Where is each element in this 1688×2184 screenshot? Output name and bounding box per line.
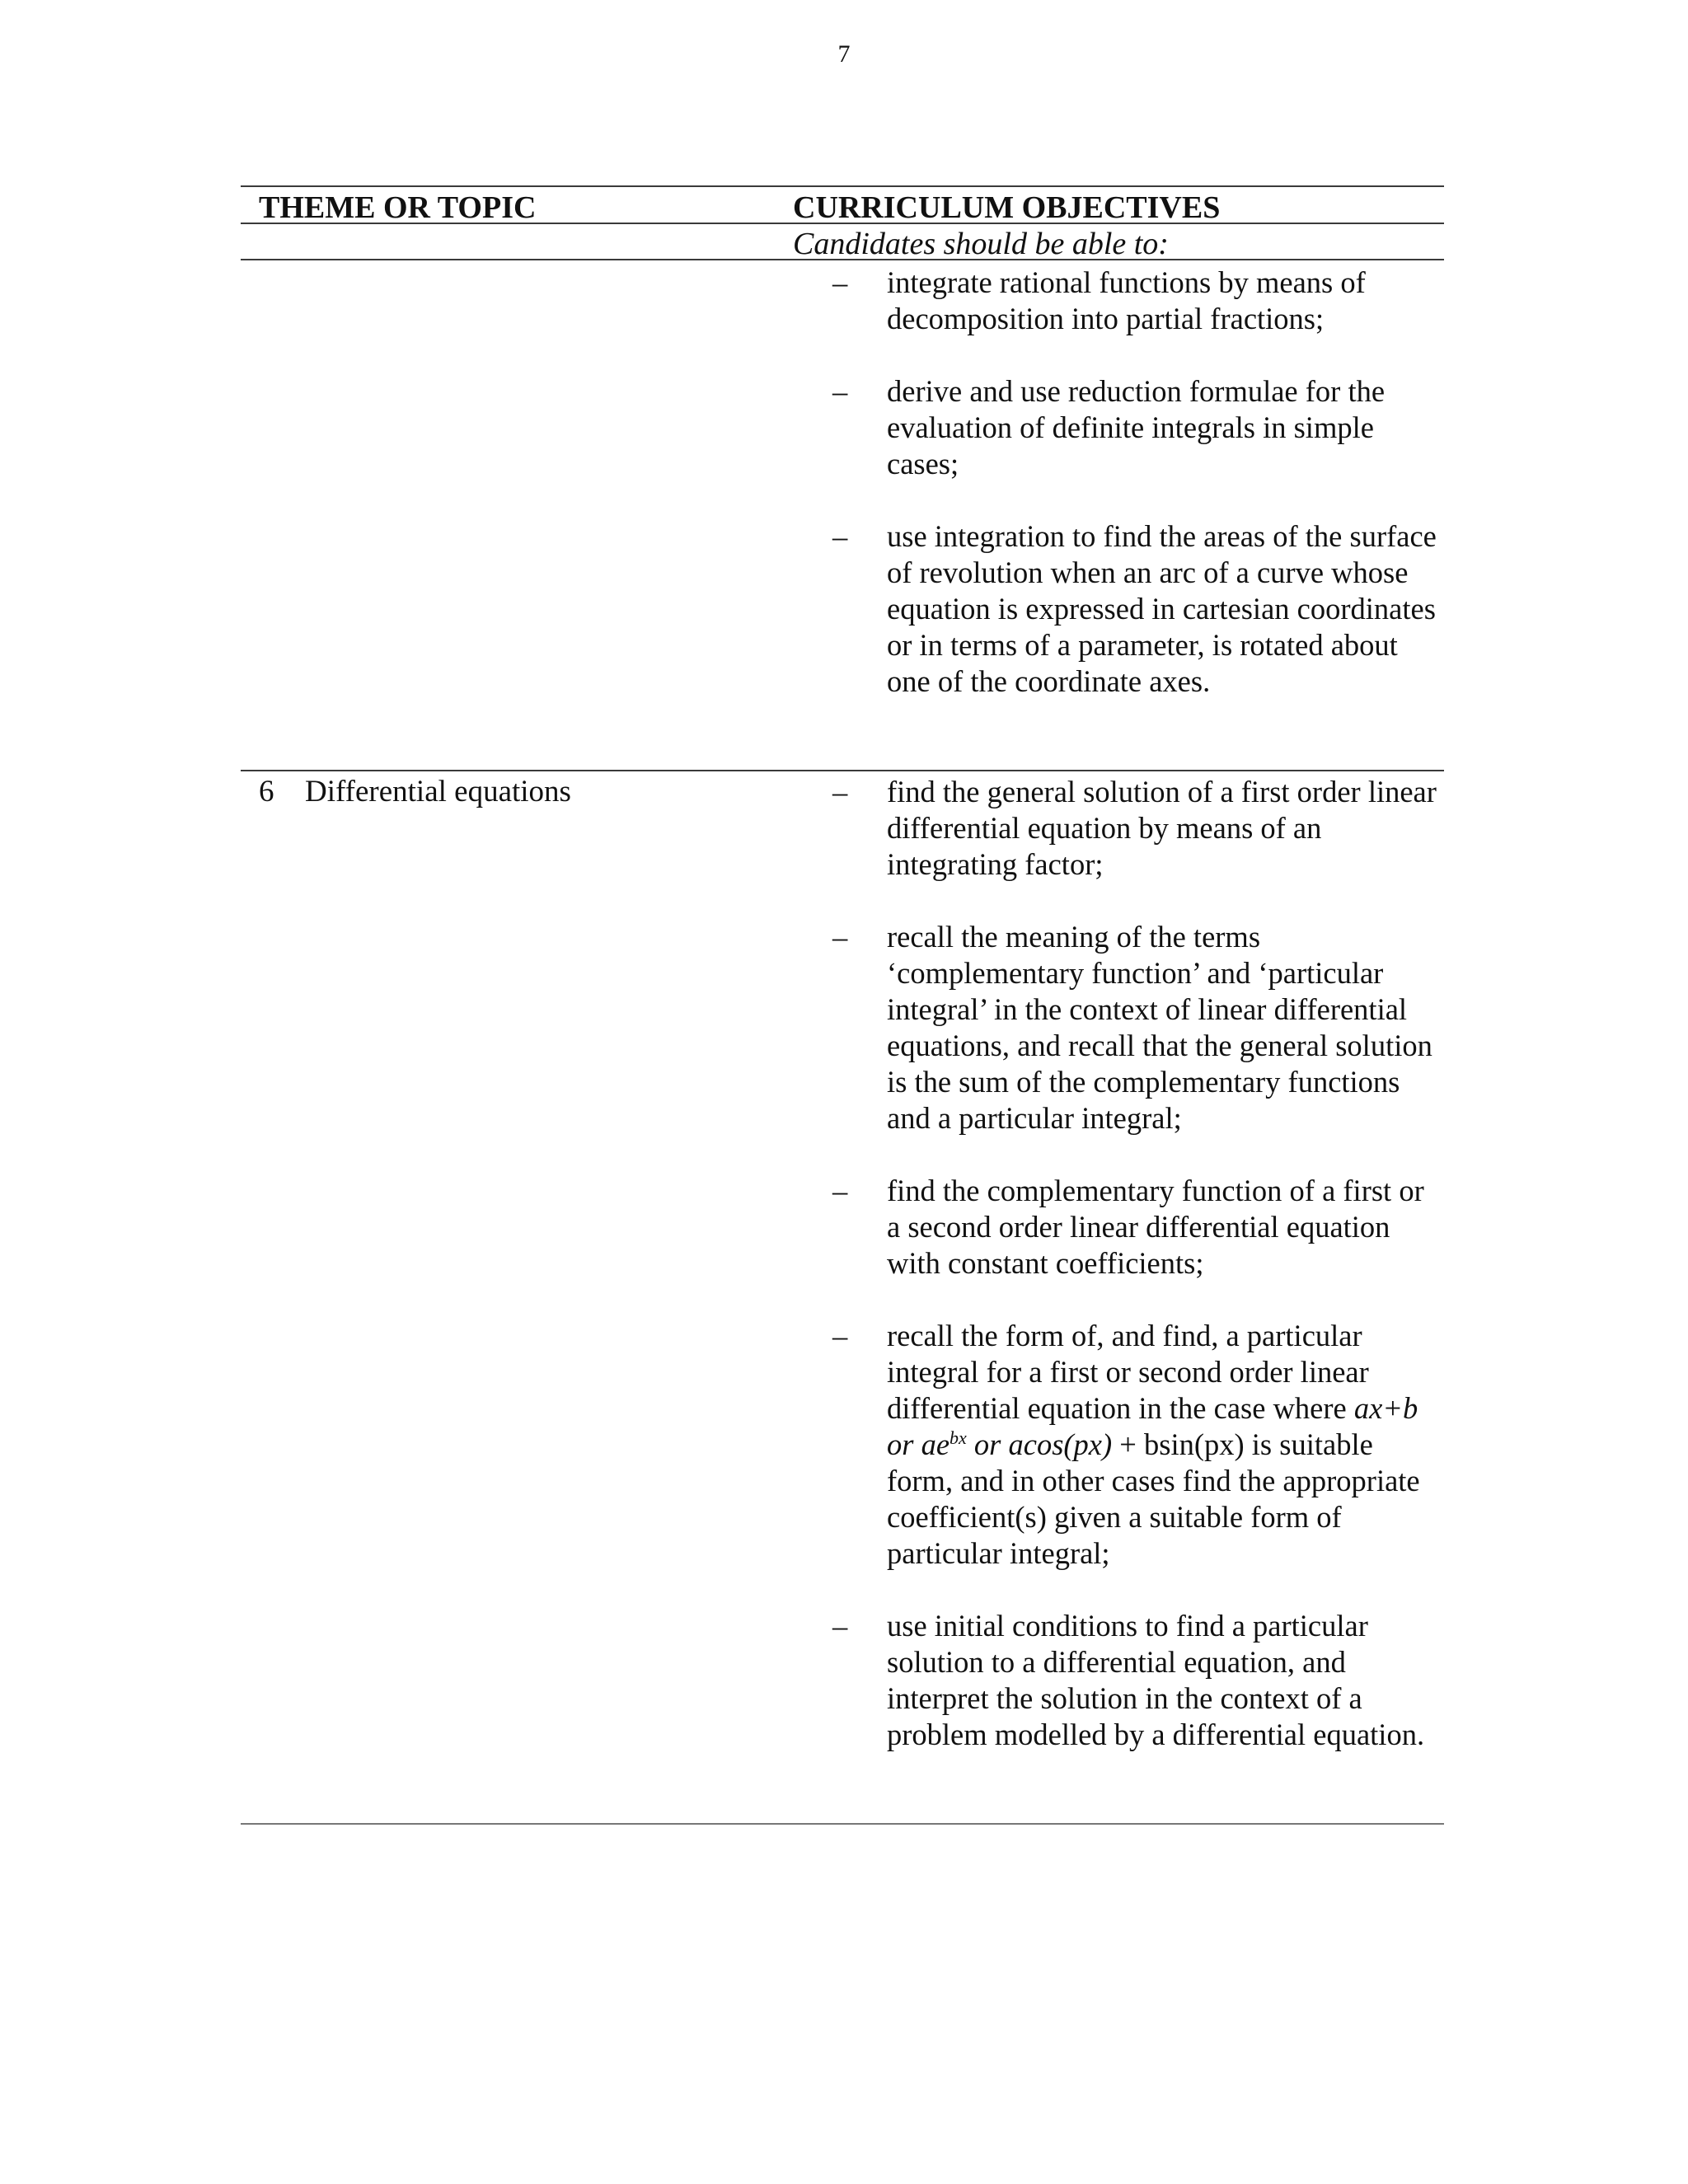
objective-item bbox=[832, 1608, 1444, 1753]
continued-objectives-list bbox=[832, 265, 1444, 700]
theme-column-header: THEME OR TOPIC bbox=[259, 190, 537, 225]
objective-text: find the general solution of a first order linear differential equation by means of an integrating factor; bbox=[887, 775, 1437, 881]
dash-bullet: – bbox=[832, 1174, 848, 1207]
objective-text: recall the meaning of the terms ‘complementary function’ and ‘particular integral’ in the context of linear differential equations, and recall that the general solution is the sum of the complementary functions and a particular integral; bbox=[887, 920, 1432, 1135]
dash-bullet: – bbox=[832, 775, 848, 808]
math-exponent: bx bbox=[950, 1427, 967, 1448]
objective-item bbox=[832, 919, 1444, 1137]
math-part: or acos(px) bbox=[966, 1427, 1113, 1461]
math-part: ax+b or ae bbox=[887, 1391, 1418, 1461]
objective-text: find the complementary function of a first or a second order linear differential equation with constant coefficients; bbox=[887, 1174, 1424, 1280]
objective-item bbox=[832, 774, 1444, 883]
objective-item bbox=[832, 373, 1444, 482]
subheader-bottom-rule bbox=[241, 259, 1444, 260]
objective-text: integrate rational functions by means of decomposition into partial fractions; bbox=[887, 265, 1366, 335]
table-bottom-rule bbox=[241, 1823, 1444, 1825]
dash-bullet: – bbox=[832, 265, 848, 299]
topic-title: Differential equations bbox=[305, 775, 571, 808]
dash-bullet: – bbox=[832, 920, 848, 954]
objective-text-with-math bbox=[887, 1318, 1444, 1572]
objectives-subheader: Candidates should be able to: bbox=[793, 227, 1169, 261]
objective-item bbox=[832, 518, 1444, 700]
topic-number: 6 bbox=[259, 775, 274, 808]
objectives-column-header: CURRICULUM OBJECTIVES bbox=[793, 190, 1221, 225]
page-number: 7 bbox=[837, 40, 851, 68]
objective-item bbox=[832, 265, 1444, 337]
objective-text: derive and use reduction formulae for the evaluation of definite integrals in simple cases; bbox=[887, 374, 1386, 480]
dash-bullet: – bbox=[832, 374, 848, 408]
row-divider-rule bbox=[241, 770, 1444, 771]
dash-bullet: – bbox=[832, 519, 848, 553]
objective-text-part: + bsin(px) is suitable form, and in other cases find the appropriate coefficient(s) given a suitable form of particular integral; bbox=[887, 1427, 1420, 1570]
topic-objectives-list bbox=[832, 774, 1444, 1753]
dash-bullet: – bbox=[832, 1609, 848, 1643]
objective-item bbox=[832, 1318, 1444, 1572]
topic-heading bbox=[259, 774, 571, 810]
objective-text: use initial conditions to find a particular solution to a differential equation, and interpret the solution in the context of a problem modelled by a differential equation. bbox=[887, 1609, 1425, 1751]
objective-text-part: recall the form of, and find, a particular integral for a first or second order linear differential equation in the case where bbox=[887, 1319, 1369, 1425]
objective-item bbox=[832, 1173, 1444, 1282]
objective-text: use integration to find the areas of the surface of revolution when an arc of a curve whose equation is expressed in cartesian coordinates or in terms of a parameter, is rotated about one of the coordinate axes. bbox=[887, 519, 1437, 698]
dash-bullet: – bbox=[832, 1319, 848, 1352]
